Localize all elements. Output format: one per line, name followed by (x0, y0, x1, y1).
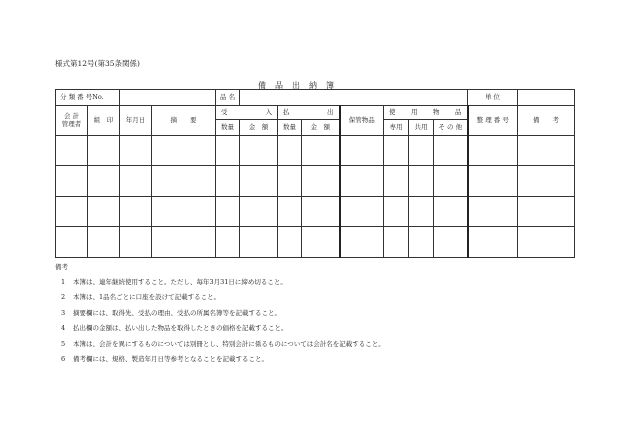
entry-cell[interactable] (384, 166, 409, 197)
unit-label: 単 位 (468, 90, 518, 106)
entry-cell[interactable] (88, 227, 120, 258)
entry-cell[interactable] (152, 227, 216, 258)
entry-cell[interactable] (120, 227, 152, 258)
note-item (61, 308, 385, 317)
class-header: 組 印 (88, 106, 120, 136)
entry-cell[interactable] (302, 197, 340, 227)
note-text: 本簿は、1品名ごとに口座を設けて記載すること。 (73, 293, 221, 302)
entry-cell[interactable] (240, 166, 278, 197)
form-number: 様式第12号(第35条関係) (55, 59, 140, 68)
entry-cell[interactable] (518, 136, 575, 166)
entry-cell[interactable] (518, 227, 575, 258)
classification-value[interactable] (120, 90, 216, 106)
entry-cell[interactable] (340, 227, 384, 258)
entry-cell[interactable] (56, 166, 88, 197)
stored-goods-header: 保管物品 (340, 106, 384, 136)
note-number: 4 (61, 324, 66, 333)
entry-cell[interactable] (278, 197, 302, 227)
entry-cell[interactable] (468, 136, 518, 166)
summary-header: 摘 要 (152, 106, 216, 136)
entry-cell[interactable] (468, 197, 518, 227)
header-row-1 (56, 90, 575, 106)
in-use-goods-header: 使 用 物 品 (384, 106, 468, 120)
note-item (61, 323, 385, 332)
entry-cell[interactable] (216, 136, 240, 166)
entry-cell[interactable] (278, 227, 302, 258)
unit-value[interactable] (518, 90, 575, 106)
entry-cell[interactable] (518, 197, 575, 227)
entry-cell[interactable] (56, 227, 88, 258)
received-header: 受 入 (216, 106, 278, 120)
entry-cell[interactable] (88, 136, 120, 166)
entry-cell[interactable] (468, 166, 518, 197)
entry-cell[interactable] (278, 166, 302, 197)
paid-out-header: 払 出 (278, 106, 340, 120)
note-number: 6 (61, 354, 66, 363)
note-item (61, 339, 385, 348)
entry-cell[interactable] (384, 227, 409, 258)
accounting-manager-header: 会 計 管理者 (56, 106, 88, 136)
entry-cell[interactable] (302, 166, 340, 197)
entry-cell[interactable] (56, 136, 88, 166)
notes-heading: 備考 (55, 263, 68, 271)
entry-cell[interactable] (302, 227, 340, 258)
notes-section (55, 262, 385, 369)
shared-use-header: 共用 (409, 120, 434, 136)
entry-cell[interactable] (240, 136, 278, 166)
item-name-value[interactable] (240, 90, 468, 106)
paid-amount-header: 金 額 (302, 120, 340, 136)
table-row (56, 227, 575, 258)
entry-cell[interactable] (409, 166, 434, 197)
note-item (61, 292, 385, 301)
entry-cell[interactable] (56, 197, 88, 227)
note-text: 本簿は、会計を異にするものについては別冊とし、特別会計に係るものについては会計名を記載すること。 (73, 339, 385, 348)
classification-label: 分 類 番 号No. (56, 90, 120, 106)
note-text: 本簿は、連年継続使用すること。ただし、毎年3月31日に締め切ること。 (73, 278, 287, 286)
note-number: 2 (61, 293, 66, 302)
note-text: 備考欄には、規格、製造年月日等参考となることを記載すること。 (73, 354, 268, 363)
entry-cell[interactable] (120, 197, 152, 227)
ledger-table (55, 89, 575, 258)
note-number: 3 (61, 308, 66, 317)
entry-cell[interactable] (409, 197, 434, 227)
entry-cell[interactable] (434, 227, 468, 258)
entry-cell[interactable] (302, 136, 340, 166)
remarks-header: 備 考 (518, 106, 575, 136)
entry-cell[interactable] (409, 227, 434, 258)
entry-cell[interactable] (240, 227, 278, 258)
form-title: 備品出納簿 (258, 81, 343, 90)
header-row-2 (56, 106, 575, 120)
entry-cell[interactable] (340, 166, 384, 197)
table-row (56, 166, 575, 197)
received-amount-header: 金 額 (240, 120, 278, 136)
entry-cell[interactable] (216, 197, 240, 227)
note-text: 払出欄の金額は、払い出した物品を取得したときの価格を記載すること。 (73, 324, 288, 333)
note-number: 5 (61, 339, 66, 348)
table-row (56, 197, 575, 227)
paid-quantity-header: 数量 (278, 120, 302, 136)
entry-cell[interactable] (240, 197, 278, 227)
entry-cell[interactable] (434, 136, 468, 166)
table-row (56, 136, 575, 166)
entry-cell[interactable] (120, 166, 152, 197)
entry-cell[interactable] (384, 197, 409, 227)
entry-cell[interactable] (384, 136, 409, 166)
received-quantity-header: 数量 (216, 120, 240, 136)
note-number: 1 (61, 278, 66, 286)
entry-cell[interactable] (152, 136, 216, 166)
entry-cell[interactable] (434, 166, 468, 197)
note-text: 摘要欄には、取得先、受払の理由、受払の所属名簿等を記載すること。 (73, 308, 281, 317)
entry-cell[interactable] (216, 166, 240, 197)
entry-cell[interactable] (152, 197, 216, 227)
exclusive-use-header: 専用 (384, 120, 409, 136)
entry-cell[interactable] (152, 166, 216, 197)
date-header: 年月日 (120, 106, 152, 136)
entry-cell[interactable] (518, 166, 575, 197)
item-name-label: 品 名 (216, 90, 240, 106)
entry-cell[interactable] (409, 136, 434, 166)
entry-cell[interactable] (434, 197, 468, 227)
note-item (61, 277, 385, 286)
entry-cell[interactable] (278, 136, 302, 166)
entry-cell[interactable] (88, 166, 120, 197)
serial-number-header: 整 理 番 号 (468, 106, 518, 136)
entry-cell[interactable] (120, 136, 152, 166)
entry-cell[interactable] (468, 227, 518, 258)
entry-cell[interactable] (340, 197, 384, 227)
entry-cell[interactable] (216, 227, 240, 258)
entry-cell[interactable] (88, 197, 120, 227)
other-use-header: そ の 他 (434, 120, 468, 136)
entry-cell[interactable] (340, 136, 384, 166)
note-item (61, 354, 385, 363)
